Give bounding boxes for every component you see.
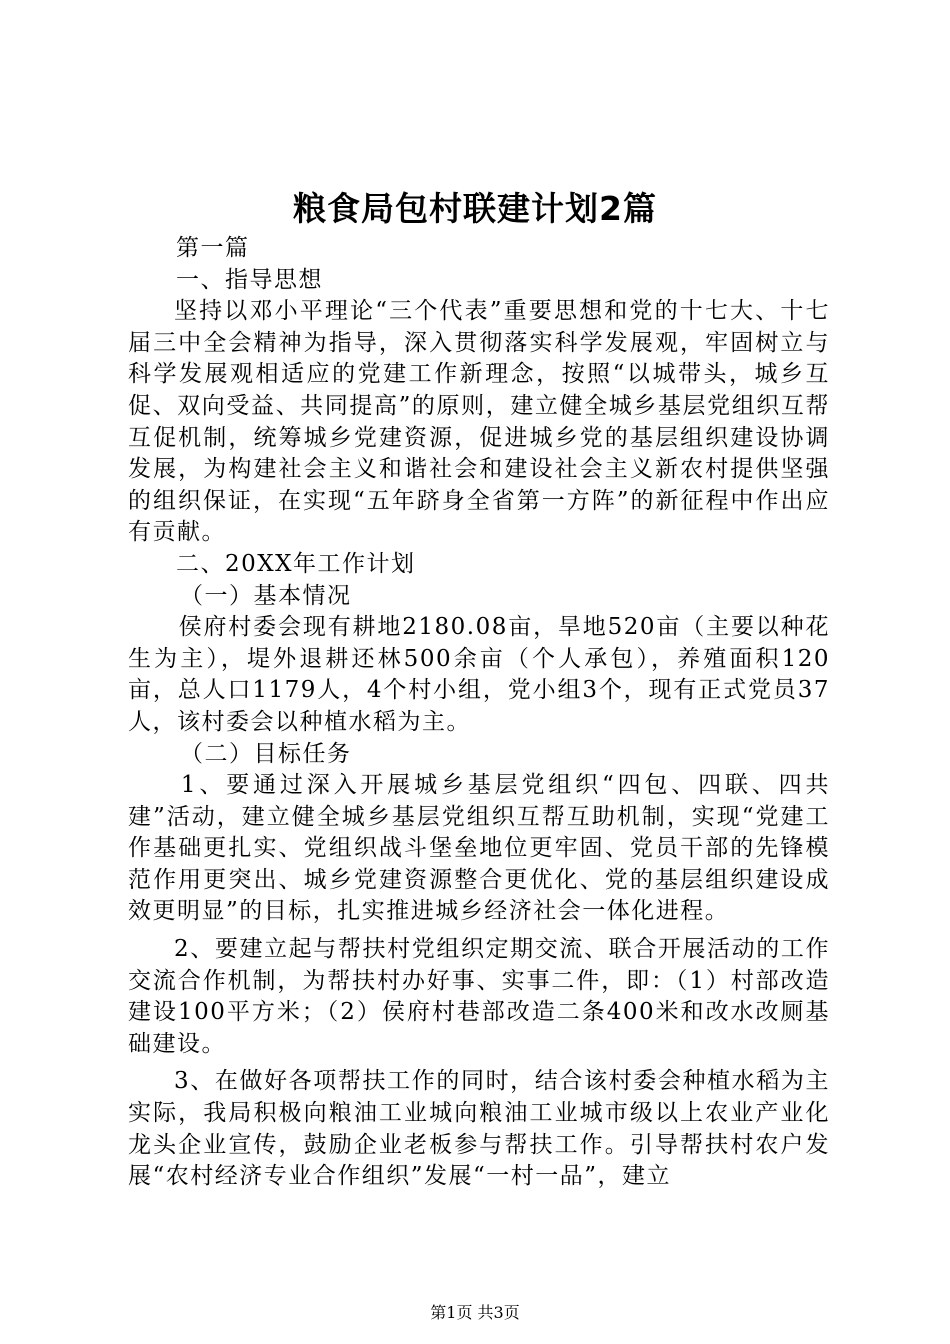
document-title: 粮食局包村联建计划2篇 [293, 189, 657, 228]
sub-heading-goals: （二）目标任务 [180, 740, 352, 767]
heading-work-plan: 二、20XX年工作计划 [176, 550, 416, 577]
heading-guiding-thought: 一、指导思想 [176, 266, 323, 293]
page-footer: 第1页 共3页 [430, 1303, 520, 1322]
document-body [128, 233, 830, 1193]
sub-heading-basic-situation: （一）基本情况 [180, 582, 352, 609]
section-label: 第一篇 [176, 235, 250, 261]
goal-item-1: 1、要通过深入开展城乡基层党组织“四包、四联、四共建”活动，建立健全城乡基层党组织互帮互助机制，实现“党建工作基础更扎实、党组织战斗堡垒地位更牢固、党员干部的先锋模范作用更突出、城乡党建资源整合更优化、党的基层组织建设成效更明显”的目标，扎实推进城乡经济社会一体化进程。 [128, 772, 830, 925]
goal-item-3: 3、在做好各项帮扶工作的同时，结合该村委会种植水稻为主实际，我局积极向粮油工业城向粮油工业城市级以上农业产业化龙头企业宣传，鼓励企业老板参与帮扶工作。引导帮扶村农户发展“农村经济专业合作组织”发展“一村一品”，建立 [128, 1068, 830, 1190]
goal-item-2: 2、要建立起与帮扶村党组织定期交流、联合开展活动的工作交流合作机制，为帮扶村办好事、实事二件，即：（1）村部改造建设100平方米；（2）侯府村巷部改造二条400米和改水改厕基础建设。 [128, 936, 830, 1057]
paragraph-guiding-thought: 坚持以邓小平理论“三个代表”重要思想和党的十七大、十七届三中全会精神为指导，深入贯彻落实科学发展观，牢固树立与科学发展观相适应的党建工作新理念，按照“以城带头，城乡互促、双向受益、共同提高”的原则，建立健全城乡基层党组织互帮互促机制，统筹城乡党建资源，促进城乡党的基层组织建设协调发展，为构建社会主义和谐社会和建设社会主义新农村提供坚强的组织保证，在实现“五年跻身全省第一方阵”的新征程中作出应有贡献。 [128, 298, 830, 546]
paragraph-basic-situation: 侯府村委会现有耕地2180.08亩，旱地520亩（主要以种花生为主），堤外退耕还林500余亩（个人承包），养殖面积120亩，总人口1179人，4个村小组，党小组3个，现有正式党员37人，该村委会以种植水稻为主。 [128, 614, 830, 735]
